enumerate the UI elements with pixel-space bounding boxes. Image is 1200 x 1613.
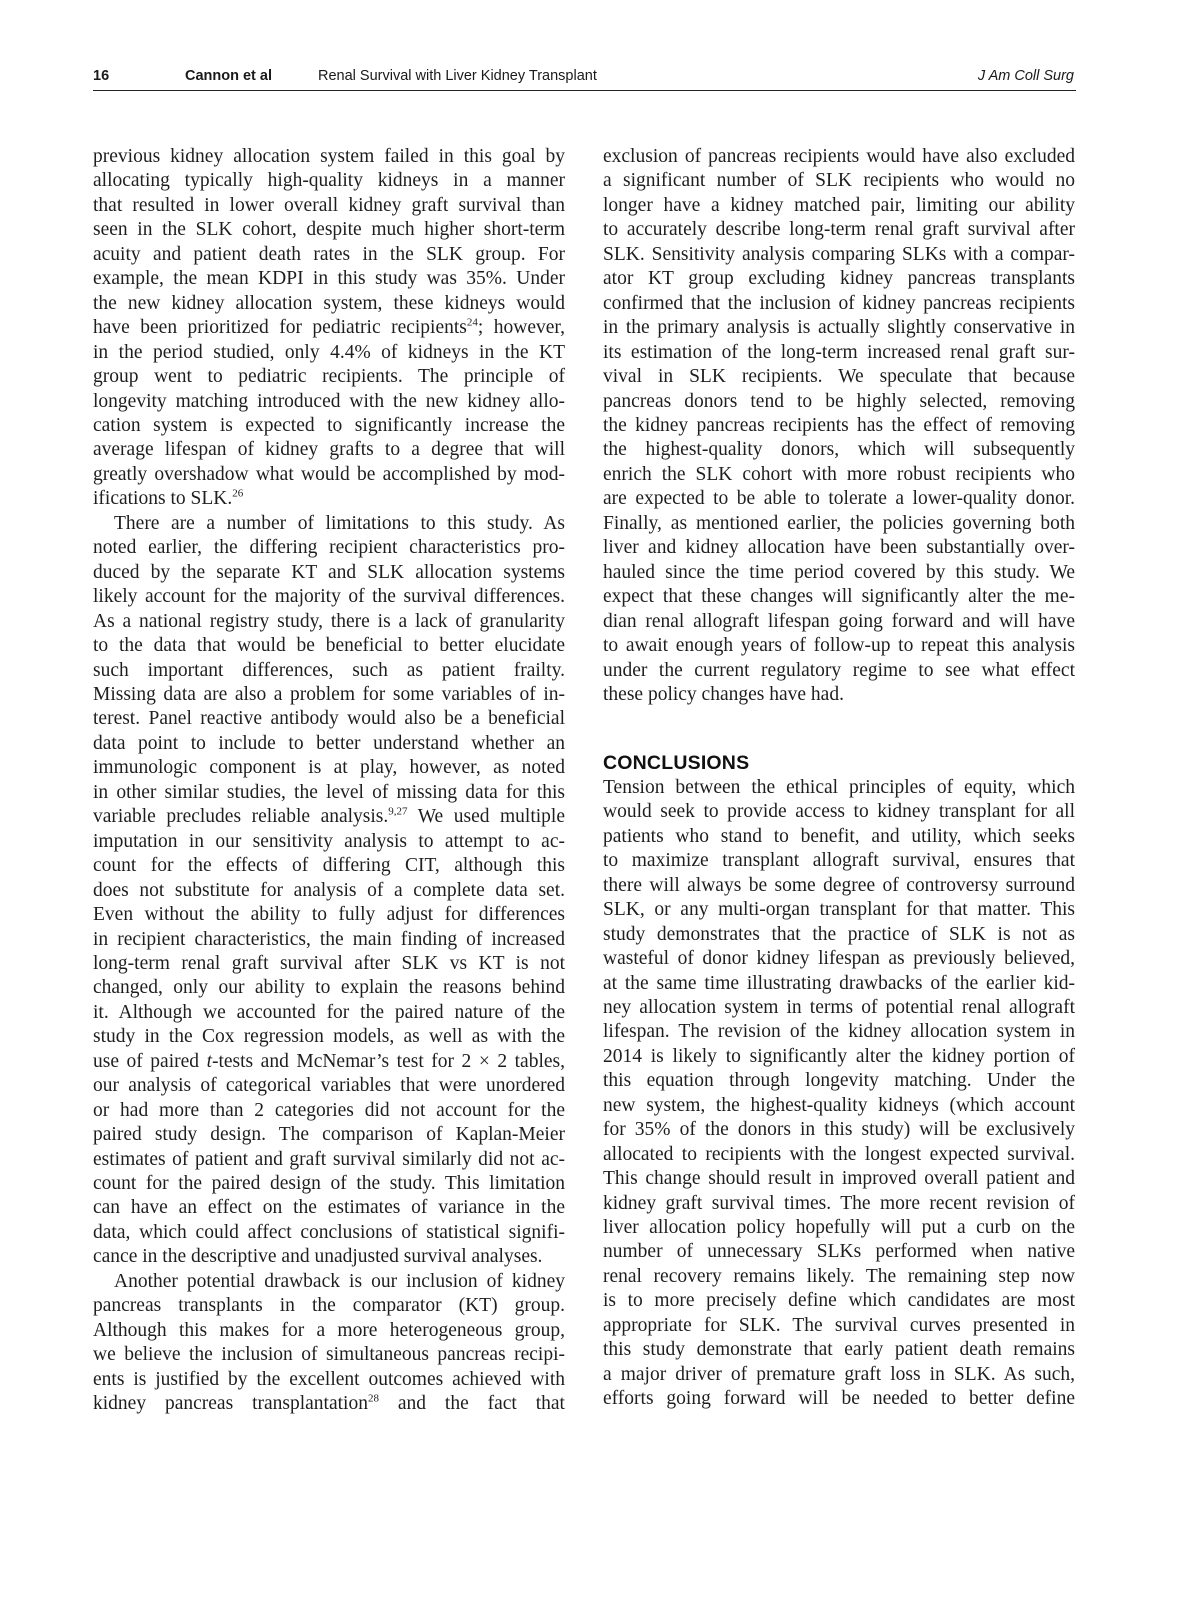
paragraph-conclusions: Tension between the ethical principles of equity, which would seek to provide access to kidney transplant for all patients who stand to benefit, and utility, which seeks to maximize transplant allograft survival, ensures that there will always be some degree of controversy surround SLK, or any multi-organ transplant for that matter. This study demonstrates that the practice of SLK is not as wasteful of donor kidney lifespan as previously believed, at the same time illustrating drawbacks of the earlier kid- ney allocation system in terms of potential renal allograft lifespan. The revision of the kidney allocation system in 2014 is likely to significantly alter the kidney portion of this equation through longevity matching. Under the new system, the highest-quality kidneys (which account for 35% of the donors in this study) will be exclusively allocated to recipients with the longest expected survival. This change should result in improved overall patient and kidney graft survival times. The more recent revision of liver allocation policy hopefully will put a curb on the number of unnecessary SLKs performed when native renal recovery remains likely. The remaining step now is to more precisely define which candidates are most appropriate for SLK. The survival curves presented in this study demonstrate that early patient death remains a major driver of premature graft loss in SLK. As such, efforts going forward will be needed to better define xyxy=(603,776,1075,1410)
paragraph-drawback: Another potential drawback is our inclusion of kidney pancreas transplants in the comparator (KT) group. Although this makes for a more heterogeneous group, we believe the inclusion of simultaneous pancreas recipi- ents is justified by the excellent outcomes achieved with kidney pancreas transplantation$^{28}$ and the fact that xyxy=(93,1270,565,1415)
paragraph-exclusion: exclusion of pancreas recipients would have also excluded a significant number of SLK recipients who would no longer have a kidney matched pair, limiting our ability to accurately describe long-term renal graft survival after SLK. Sensitivity analysis comparing SLKs with a compar- ator KT group excluding kidney pancreas transplants confirmed that the inclusion of kidney pancreas recipients in the primary analysis is actually slightly conservative in its estimation of the long-term increased renal graft sur- vival in SLK recipients. We speculate that because pancreas donors tend to be highly selected, removing the kidney pancreas recipients has the effect of removing the highest-quality donors, which will subsequently enrich the SLK cohort with more robust recipients who are expected to be able to tolerate a lower-quality donor. Finally, as mentioned earlier, the policies governing both liver and kidney allocation have been substantially over- hauled since the time period covered by this study. We expect that these changes will significantly alter the me- dian renal allograft lifespan going forward and will have to await enough years of follow-up to repeat this analysis under the current regulatory regime to see what effect these policy changes have had. xyxy=(603,146,1075,705)
paragraph-limitations-intro: previous kidney allocation system failed in this goal by allocating typically high-quality kidneys in a manner that resulted in lower overall kidney graft survival than seen in the SLK cohort, despite much higher short-term acuity and patient death rates in the SLK group. For example, the mean KDPI in this study was 35%. Under the new kidney allocation system, these kidneys would have been prioritized for pediatric recipients$^{24}$; however, in the period studied, only 4.4% of kidneys in the KT group went to pediatric recipients. The principle of longevity matching introduced with the new kidney allo- cation system is expected to significantly increase the average lifespan of kidney grafts to a degree that will greatly overshadow what would be accomplished by mod- ifications to SLK.$^{26}$ xyxy=(93,146,565,510)
left-column xyxy=(93,145,565,1417)
paragraph-limitations: There are a number of limitations to this study. As noted earlier, the differing recipient characteristics pro- duced by the separate KT and SLK allocation systems likely account for the majority of the survival differences. As a national registry study, there is a lack of granularity to the data that would be beneficial to better elucidate such important differences, such as patient frailty. Missing data are also a problem for some variables of in- terest. Panel reactive antibody would also be a beneficial data point to include to better understand whether an immunologic component is at play, however, as noted in other similar studies, the level of missing data for this variable precludes reliable analysis.$^{9,27}$ We used multiple imputation in our sensitivity analysis to attempt to ac- count for the effects of differing CIT, although this does not substitute for analysis of a complete data set. Even without the ability to fully adjust for differences in recipient characteristics, the main finding of increased long-term renal graft survival after SLK vs KT is not changed, only our ability to explain the reasons behind it. Although we accounted for the paired nature of the study in the Cox regression models, as well as with the use of paired t-tests and McNemar’s test for 2 × 2 tables, our analysis of categorical variables that were unordered or had more than 2 categories did not account for the paired study design. The comparison of Kaplan-Meier estimates of patient and graft survival similarly did not ac- count for the paired design of the study. This limitation can have an effect on the estimates of variance in the data, which could affect conclusions of statistical signifi- cance in the descriptive and unadjusted survival analyses. xyxy=(93,512,565,1268)
citation: 9,27 xyxy=(388,805,408,818)
conclusions-heading: CONCLUSIONS xyxy=(603,752,750,775)
right-column xyxy=(603,145,1075,1412)
page-number: 16 xyxy=(93,68,110,84)
citation: 24 xyxy=(466,316,478,329)
running-header xyxy=(93,66,1076,91)
running-authors: Cannon et al xyxy=(185,68,273,84)
running-title: Renal Survival with Liver Kidney Transplant xyxy=(318,68,597,84)
citation: 26 xyxy=(232,487,244,500)
journal-name: J Am Coll Surg xyxy=(977,68,1074,84)
citation: 28 xyxy=(367,1392,379,1405)
